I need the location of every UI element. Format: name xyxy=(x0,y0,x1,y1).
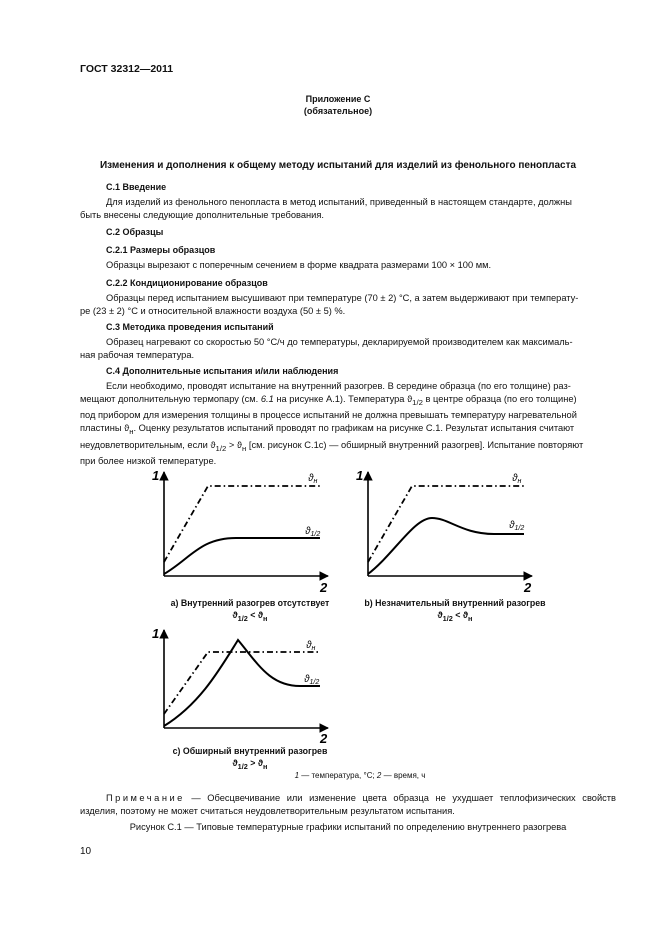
text-line: Образец нагревают со скоростью 50 °С/ч до температуры, декларируемой производителем как максималь- xyxy=(106,337,573,347)
chart-a-relation: $ϑ_{1/2} < ϑ_н$ xyxy=(232,610,268,623)
text-line: под прибором для измерения толщины в процессе испытаний не должна превышать температуру нагревательной xyxy=(80,410,577,421)
chart-a xyxy=(150,464,340,594)
text-run: [см. рисунок С.1с) — обширный внутренний разогрев]. Испытание повторяют xyxy=(246,439,584,450)
curve-theta-n xyxy=(164,486,320,562)
section-c21-title: С.2.1 Размеры образцов xyxy=(106,245,216,255)
x-axis-label: 2 xyxy=(524,580,532,594)
curve-label-theta-half: $ϑ_{1/2}$ xyxy=(509,520,525,532)
curve-label-theta-n: $ϑ_н$ xyxy=(306,640,316,652)
chart-b-relation: $ϑ_{1/2} < ϑ_н$ xyxy=(437,610,473,623)
text-line xyxy=(80,422,616,438)
figure-caption: Рисунок С.1 — Типовые температурные графики испытаний по определению внутреннего разогрева xyxy=(129,822,567,832)
text-line: Образцы перед испытанием высушивают при температуре (70 ± 2) °С, а затем выдерживают при температу- xyxy=(106,293,579,303)
section-c21-text xyxy=(80,259,616,272)
x-axis-label: 2 xyxy=(320,580,328,594)
text-line: Если необходимо, проводят испытание на внутренний разогрев. В середине образца (по его толщине) раз- xyxy=(106,381,571,391)
clause-reference: 6.1 xyxy=(260,394,274,405)
curve-label-theta-n: $ϑ_н$ xyxy=(512,473,522,485)
text-run: неудовлетворительным, если ϑ xyxy=(80,439,216,450)
subscript: н xyxy=(242,443,247,453)
curve-label-theta-half: $ϑ_{1/2}$ xyxy=(304,674,320,686)
text-line: Для изделий из фенольного пенопласта в метод испытаний, приведенный в настоящем стандарте, должны xyxy=(106,197,572,207)
chart-c xyxy=(150,624,340,744)
note xyxy=(80,792,616,818)
section-c1-title: С.1 Введение xyxy=(106,182,167,192)
curve-label-theta-half: $ϑ_{1/2}$ xyxy=(305,526,321,538)
page-number: 10 xyxy=(80,846,92,857)
chart-c-relation: $ϑ_{1/2} > ϑ_н$ xyxy=(232,758,268,771)
text-line: ная рабочая температура. xyxy=(80,350,195,361)
chart-c-caption: с) Обширный внутренний разогрев xyxy=(172,746,328,756)
text-line xyxy=(80,439,616,455)
chart-a-caption: a) Внутренний разогрев отсутствует xyxy=(170,598,330,608)
chart-b xyxy=(354,464,544,594)
figure-legend: 1 — температура, °С; 2 — время, ч xyxy=(294,771,426,780)
note-text: — Обесцвечивание или изменение цвета образца не ухудшает теплофизических свойств изделия, поэтому не может считаться неудовлетворительным результатом испытания. xyxy=(80,793,616,817)
curve-label-theta-n: $ϑ_н$ xyxy=(308,473,318,485)
text-run: > ϑ xyxy=(226,439,243,450)
curve-theta-half xyxy=(164,640,320,726)
curve-theta-half xyxy=(368,518,524,574)
main-title: Изменения и дополнения к общему методу испытаний для изделий из фенольного пенопласта xyxy=(99,160,577,171)
section-c1-text xyxy=(80,196,616,222)
text-line xyxy=(80,393,616,409)
curve-theta-half xyxy=(164,538,320,574)
y-axis-label: 1 xyxy=(152,468,160,483)
subscript: 1/2 xyxy=(412,398,423,408)
section-c4-text xyxy=(80,380,616,468)
appendix-status: (обязательное) xyxy=(303,106,373,116)
document-header: ГОСТ 32312—2011 xyxy=(80,63,174,75)
section-c4-title: С.4 Дополнительные испытания и/или наблюдения xyxy=(106,366,339,376)
text-run: пластины ϑ xyxy=(80,423,130,434)
text-run: в центре образца (по его толщине) xyxy=(422,394,577,405)
note-label: Примечание xyxy=(106,793,185,803)
text-line: ре (23 ± 2) °С и относительной влажности воздуха (50 ± 5) %. xyxy=(80,306,346,317)
subscript: н xyxy=(129,427,134,437)
section-c3-title: С.3 Методика проведения испытаний xyxy=(106,322,274,332)
y-axis-label: 1 xyxy=(152,626,160,641)
text-line: при более низкой температуре. xyxy=(80,455,217,466)
section-c3-text xyxy=(80,336,616,362)
subscript: 1/2 xyxy=(215,443,227,453)
appendix-title: Приложение С xyxy=(305,94,371,104)
x-axis-label: 2 xyxy=(320,731,328,744)
text-run: . Оценку результатов испытаний проводят по графикам на рисунке С.1. Результат испытания считают xyxy=(133,423,575,434)
y-axis-label: 1 xyxy=(356,468,364,483)
curve-theta-n xyxy=(164,652,320,714)
section-c2-title: С.2 Образцы xyxy=(106,227,164,237)
section-c22-text xyxy=(80,292,616,318)
text-run: мещают дополнительную термопару (см. xyxy=(80,394,261,405)
text-line: быть внесены следующие дополнительные требования. xyxy=(80,210,324,221)
section-c22-title: С.2.2 Кондиционирование образцов xyxy=(106,278,268,288)
chart-b-caption: b) Незначительный внутренний разогрев xyxy=(364,598,546,608)
text-line: Образцы вырезают с поперечным сечением в форме квадрата размерами 100 × 100 мм. xyxy=(106,260,492,270)
text-run: на рисунке А.1). Температура ϑ xyxy=(273,394,413,405)
